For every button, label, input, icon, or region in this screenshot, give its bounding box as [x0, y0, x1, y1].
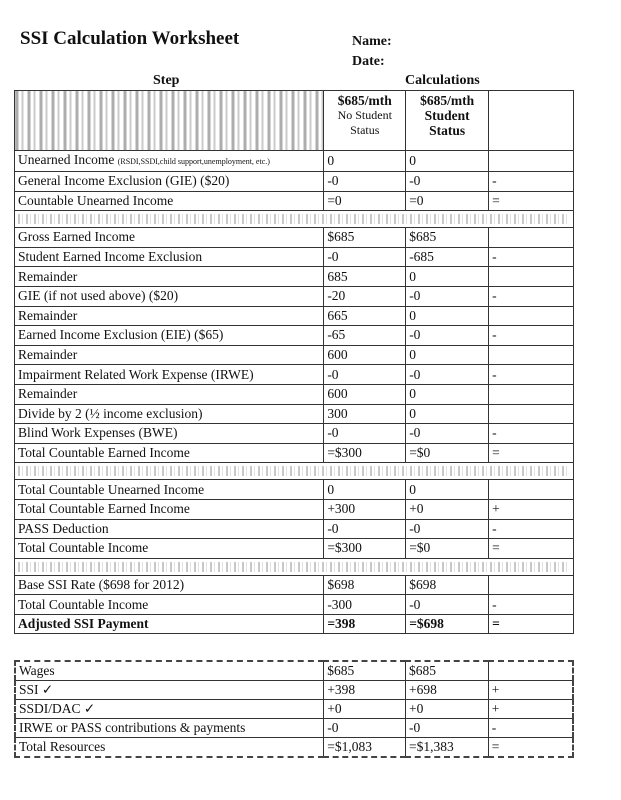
cell-c[interactable] — [489, 267, 574, 287]
table-row — [15, 365, 574, 385]
cell-c[interactable]: = — [489, 443, 574, 463]
table-row — [15, 306, 574, 326]
row-label: GIE (if not used above) ($20) — [15, 286, 324, 306]
cell-c[interactable]: - — [489, 326, 574, 346]
cell-c[interactable] — [489, 306, 574, 326]
col2-rate: $685/mth — [337, 93, 392, 108]
cell-b[interactable]: =$698 — [406, 614, 489, 634]
scan-noise — [18, 214, 570, 224]
no-student-status-heading — [324, 91, 406, 151]
redacted-section-cell — [15, 463, 574, 480]
cell-a[interactable]: =398 — [324, 614, 406, 634]
row-label: Divide by 2 (½ income exclusion) — [15, 404, 324, 424]
row-label: Total Countable Earned Income — [15, 499, 324, 519]
date-label: Date: — [352, 54, 385, 69]
cell-b[interactable]: 0 — [406, 480, 489, 500]
table-row — [15, 172, 574, 192]
cell-c[interactable]: - — [489, 424, 574, 444]
redacted-section-row — [15, 211, 574, 228]
cell-c[interactable] — [489, 384, 574, 404]
table-row — [15, 480, 574, 500]
cell-c[interactable]: - — [489, 286, 574, 306]
cell-a[interactable]: 600 — [324, 384, 406, 404]
row-label: Total Countable Earned Income — [15, 443, 324, 463]
row-label: Blind Work Expenses (BWE) — [15, 424, 324, 444]
cell-b[interactable]: 0 — [406, 345, 489, 365]
cell-b[interactable]: +0 — [405, 700, 488, 719]
table-row — [15, 614, 574, 634]
cell-a[interactable]: -0 — [324, 365, 406, 385]
row-label: SSDI/DAC ✓ — [15, 700, 324, 719]
cell-b[interactable]: -0 — [406, 595, 489, 615]
cell-a[interactable]: 665 — [324, 306, 406, 326]
row-label: Base SSI Rate ($698 for 2012) — [15, 575, 324, 595]
cell-b[interactable]: -685 — [406, 247, 489, 267]
cell-c[interactable]: - — [489, 595, 574, 615]
row-label: IRWE or PASS contributions & payments — [15, 719, 324, 738]
cell-c[interactable] — [489, 404, 574, 424]
row-label: Total Countable Income — [15, 539, 324, 559]
cell-a[interactable]: =$1,083 — [324, 738, 406, 758]
cell-c[interactable] — [489, 228, 574, 248]
row-label: General Income Exclusion (GIE) ($20) — [15, 172, 324, 192]
cell-c[interactable]: + — [489, 499, 574, 519]
row-label: Student Earned Income Exclusion — [15, 247, 324, 267]
scan-noise — [18, 562, 570, 572]
cell-b[interactable]: -0 — [406, 326, 489, 346]
row-label-cell — [15, 151, 324, 172]
cell-a[interactable]: -20 — [324, 286, 406, 306]
table-row — [15, 267, 574, 287]
row-label: Remainder — [15, 306, 324, 326]
table-row — [15, 661, 573, 681]
row-label: PASS Deduction — [15, 519, 324, 539]
cell-a[interactable]: =$300 — [324, 539, 406, 559]
redacted-section-row — [15, 463, 574, 480]
row-label: SSI ✓ — [15, 681, 324, 700]
cell-a[interactable]: $685 — [324, 661, 406, 681]
table-row — [15, 575, 574, 595]
student-status-heading — [406, 91, 489, 151]
table-row — [15, 191, 574, 211]
table-row — [15, 151, 574, 172]
cell-a[interactable]: -0 — [324, 719, 406, 738]
cell-a[interactable]: +300 — [324, 499, 406, 519]
table-row — [15, 595, 574, 615]
row-label: Remainder — [15, 267, 324, 287]
cell-a[interactable]: 0 — [324, 151, 406, 172]
row-label: Total Countable Income — [15, 595, 324, 615]
cell-b[interactable]: +0 — [406, 499, 489, 519]
cell-c[interactable]: - — [489, 365, 574, 385]
table-row — [15, 228, 574, 248]
table-row — [15, 384, 574, 404]
worksheet-title: SSI Calculation Worksheet — [20, 28, 240, 49]
row-note: (RSDI,SSDI,child support,unemployment, etc.) — [117, 157, 270, 166]
table-row — [15, 345, 574, 365]
table-row — [15, 404, 574, 424]
cell-b[interactable]: -0 — [406, 365, 489, 385]
cell-a[interactable]: +0 — [324, 700, 406, 719]
redacted-section-row — [15, 558, 574, 575]
cell-a[interactable]: -0 — [324, 172, 406, 192]
cell-b[interactable]: 0 — [406, 404, 489, 424]
cell-b[interactable]: $698 — [406, 575, 489, 595]
redacted-instruction-cell — [15, 91, 324, 151]
cell-a[interactable]: -0 — [324, 424, 406, 444]
cell-b[interactable]: -0 — [406, 172, 489, 192]
cell-a[interactable]: +398 — [324, 681, 406, 700]
cell-c[interactable]: + — [488, 700, 573, 719]
row-label: Unearned Income — [18, 152, 115, 167]
cell-a[interactable]: $698 — [324, 575, 406, 595]
row-label: Gross Earned Income — [15, 228, 324, 248]
table-row — [15, 738, 573, 758]
row-label: Earned Income Exclusion (EIE) ($65) — [15, 326, 324, 346]
row-label: Remainder — [15, 345, 324, 365]
table-row — [15, 424, 574, 444]
cell-a[interactable]: -65 — [324, 326, 406, 346]
table-row — [15, 700, 573, 719]
row-label: Adjusted SSI Payment — [15, 614, 324, 634]
cell-b[interactable]: 0 — [406, 306, 489, 326]
table-header-row — [15, 91, 574, 151]
cell-a[interactable]: 0 — [324, 480, 406, 500]
table-row — [15, 719, 573, 738]
cell-c[interactable]: - — [489, 519, 574, 539]
cell-c[interactable]: = — [489, 539, 574, 559]
row-label: Remainder — [15, 384, 324, 404]
cell-b[interactable]: +698 — [405, 681, 488, 700]
cell-b[interactable]: $685 — [405, 661, 488, 681]
col3-status: Student Status — [424, 108, 470, 138]
cell-a[interactable]: =$300 — [324, 443, 406, 463]
cell-c[interactable] — [488, 661, 573, 681]
cell-c[interactable] — [489, 345, 574, 365]
cell-c[interactable]: - — [488, 719, 573, 738]
cell-a[interactable]: 600 — [324, 345, 406, 365]
cell-a[interactable]: =0 — [324, 191, 406, 211]
table-row — [15, 539, 574, 559]
cell-a[interactable]: $685 — [324, 228, 406, 248]
redacted-section-cell — [15, 558, 574, 575]
row-label: Total Countable Unearned Income — [15, 480, 324, 500]
name-label: Name: — [352, 34, 392, 49]
col2-status: No Student Status — [337, 108, 392, 137]
table-row — [15, 326, 574, 346]
calculations-column-heading: Calculations — [405, 73, 480, 88]
cell-c[interactable]: + — [488, 681, 573, 700]
cell-c[interactable] — [489, 575, 574, 595]
cell-c[interactable] — [489, 480, 574, 500]
table-row — [15, 443, 574, 463]
row-label: Impairment Related Work Expense (IRWE) — [15, 365, 324, 385]
cell-b[interactable]: -0 — [406, 286, 489, 306]
cell-b[interactable]: 0 — [406, 384, 489, 404]
cell-c[interactable]: - — [489, 247, 574, 267]
cell-b[interactable]: =$0 — [406, 443, 489, 463]
cell-a[interactable]: -0 — [324, 519, 406, 539]
cell-b[interactable]: =$1,383 — [405, 738, 488, 758]
cell-b[interactable]: -0 — [405, 719, 488, 738]
table-row — [15, 499, 574, 519]
col3-rate: $685/mth — [420, 93, 475, 108]
cell-b[interactable]: =$0 — [406, 539, 489, 559]
cell-a[interactable]: 685 — [324, 267, 406, 287]
cell-c[interactable]: - — [489, 172, 574, 192]
blank-header-cell — [489, 91, 574, 151]
cell-c[interactable]: = — [488, 738, 573, 758]
total-resources-table — [14, 660, 574, 758]
cell-b[interactable]: 0 — [406, 267, 489, 287]
cell-a[interactable]: 300 — [324, 404, 406, 424]
row-label: Wages — [15, 661, 324, 681]
cell-b[interactable]: -0 — [406, 519, 489, 539]
cell-b[interactable]: $685 — [406, 228, 489, 248]
cell-b[interactable]: -0 — [406, 424, 489, 444]
table-row — [15, 681, 573, 700]
redacted-section-cell — [15, 211, 574, 228]
cell-a[interactable]: -300 — [324, 595, 406, 615]
table-row — [15, 519, 574, 539]
cell-c[interactable] — [489, 151, 574, 172]
cell-a[interactable]: -0 — [324, 247, 406, 267]
row-label: Countable Unearned Income — [15, 191, 324, 211]
row-label: Total Resources — [15, 738, 324, 758]
table-row — [15, 286, 574, 306]
table-row — [15, 247, 574, 267]
cell-b[interactable]: =0 — [406, 191, 489, 211]
cell-c[interactable]: = — [489, 614, 574, 634]
scan-noise — [18, 466, 570, 476]
step-column-heading: Step — [153, 73, 180, 88]
calculation-table — [14, 90, 574, 634]
cell-c[interactable]: = — [489, 191, 574, 211]
cell-b[interactable]: 0 — [406, 151, 489, 172]
